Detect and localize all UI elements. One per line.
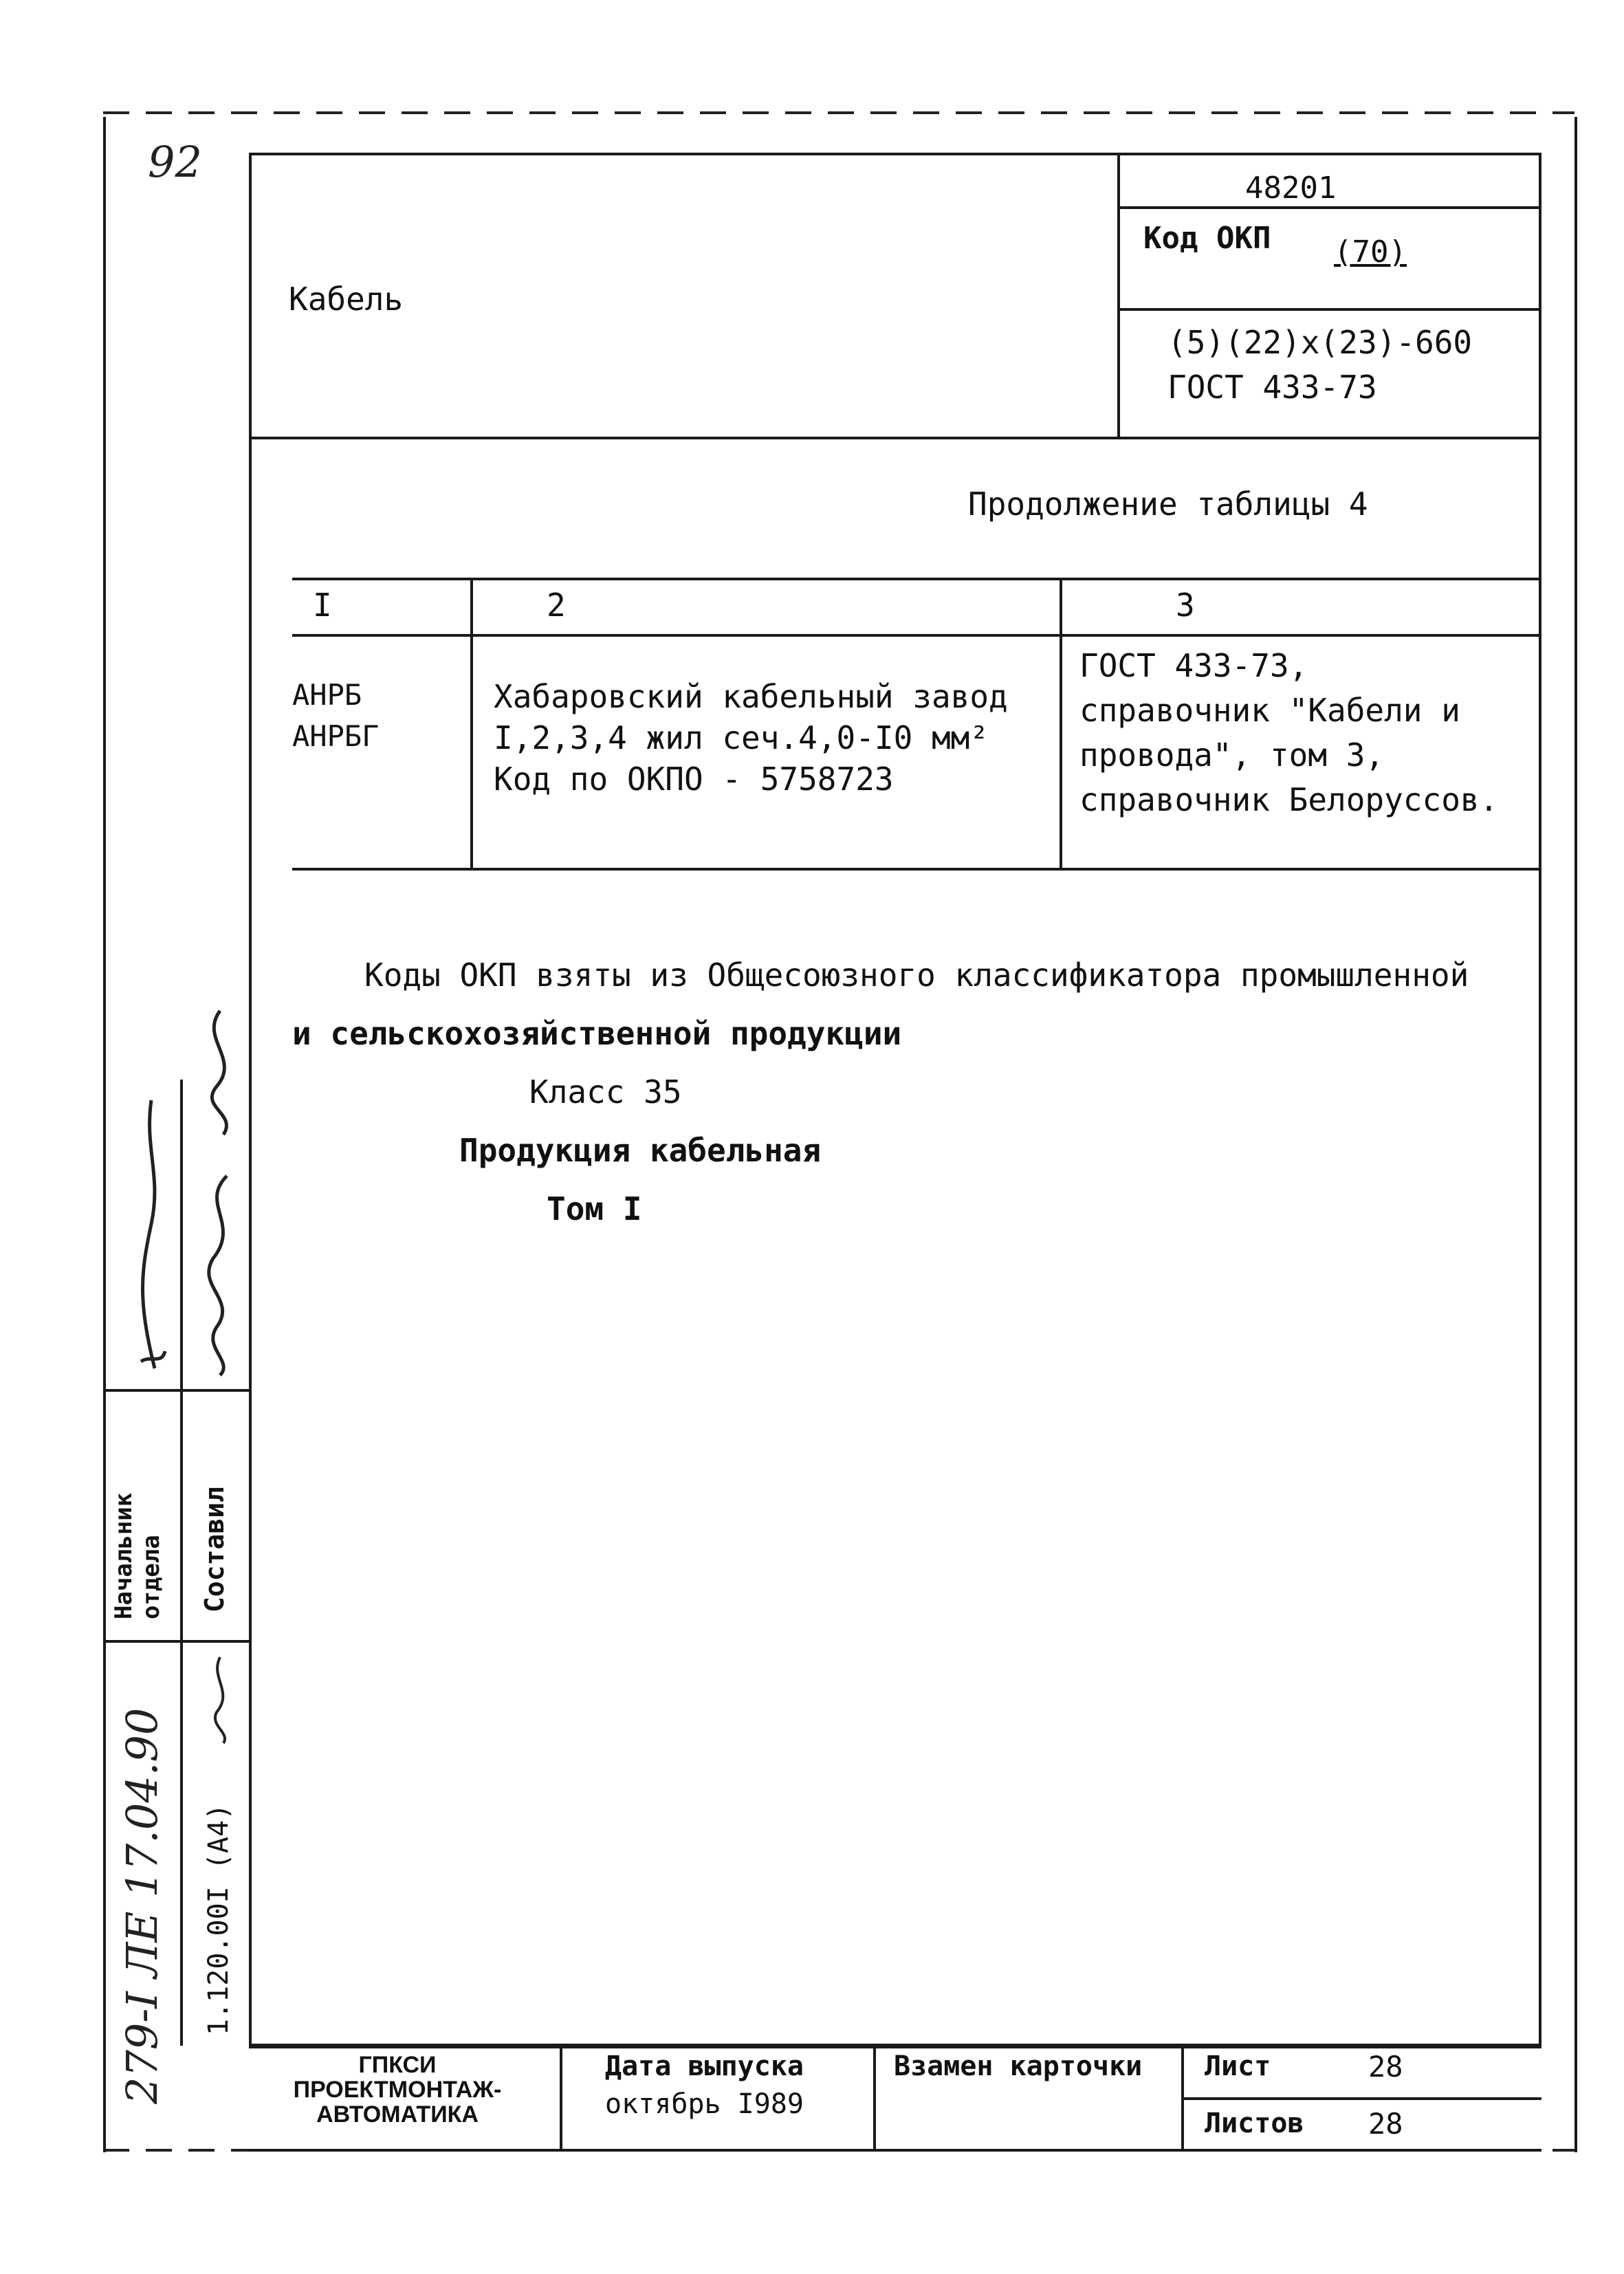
table-cell-reference: провода", том 3, [1079,736,1385,774]
table-header-col2: 2 [547,587,566,624]
signature-head [124,1093,179,1382]
table-cell-manufacturer: Хабаровский кабельный завод [494,678,1008,715]
table-cell-cores: I,2,3,4 жил сеч.4,0-I0 мм² [494,719,989,756]
top-scan-edge [103,111,1574,114]
table-cell-reference: справочник "Кабели и [1079,692,1460,729]
footer-org: ГПКСИ ПРОЕКТМОНТАЖ-АВТОМАТИКА [293,2052,502,2128]
cable-designation: (5)(22)х(23)-660 [1167,324,1473,361]
stamp-handwritten-number: 279-I ЛЕ 17.04.90 [117,1707,167,2104]
note-product-group: Продукция кабельная [459,1132,822,1169]
right-scan-edge [1574,117,1577,2152]
footer-sheet-value: 28 [1368,2050,1403,2084]
table-cell-reference: справочник Белоруссов. [1079,781,1499,818]
table-header-col1: I [313,587,332,624]
note-volume: Том I [547,1190,642,1227]
footer-sheet-label: Лист [1205,2051,1271,2082]
product-name: Кабель [289,281,404,318]
left-binding-line [103,117,106,2152]
footer-issue-date-label: Дата выпуска [605,2051,804,2082]
footer-issue-date-value: октябрь I989 [605,2088,804,2120]
corner-number: 92 [148,137,202,187]
table-caption: Продолжение таблицы 4 [968,485,1368,523]
note-class: Класс 35 [529,1073,682,1111]
okp-number: 48201 [1245,171,1337,206]
table-cell-reference: ГОСТ 433-73, [1079,647,1308,684]
stamp-role-compiler: Составил [199,1486,230,1612]
note-line-2: и сельскохозяйственной продукции [292,1015,902,1052]
note-line-1: Коды ОКП взяты из Общесоюзного классификатора промышленной [364,956,1469,994]
signature-compiler [186,997,248,1382]
okp-code-suffix: (70) [1334,234,1407,270]
okp-code-label: Код ОКП [1143,221,1271,256]
footer-sheets-value: 28 [1368,2107,1403,2141]
signature-initials [196,1650,244,1747]
stamp-form-code: 1.120.00I (А4) [203,1803,234,2035]
footer-sheets-label: Листов [1205,2108,1304,2139]
stamp-role-head: Начальник отдела [110,1492,165,1619]
table-cell-mark: АНРБГ [292,719,380,753]
table-cell-okpo: Код по ОКПО - 5758723 [494,761,894,798]
table-header-col3: 3 [1176,587,1195,624]
cable-standard: ГОСТ 433-73 [1167,369,1377,406]
footer-replaces-label: Взамен карточки [894,2051,1143,2082]
table-cell-mark: АНРБ [292,678,362,712]
